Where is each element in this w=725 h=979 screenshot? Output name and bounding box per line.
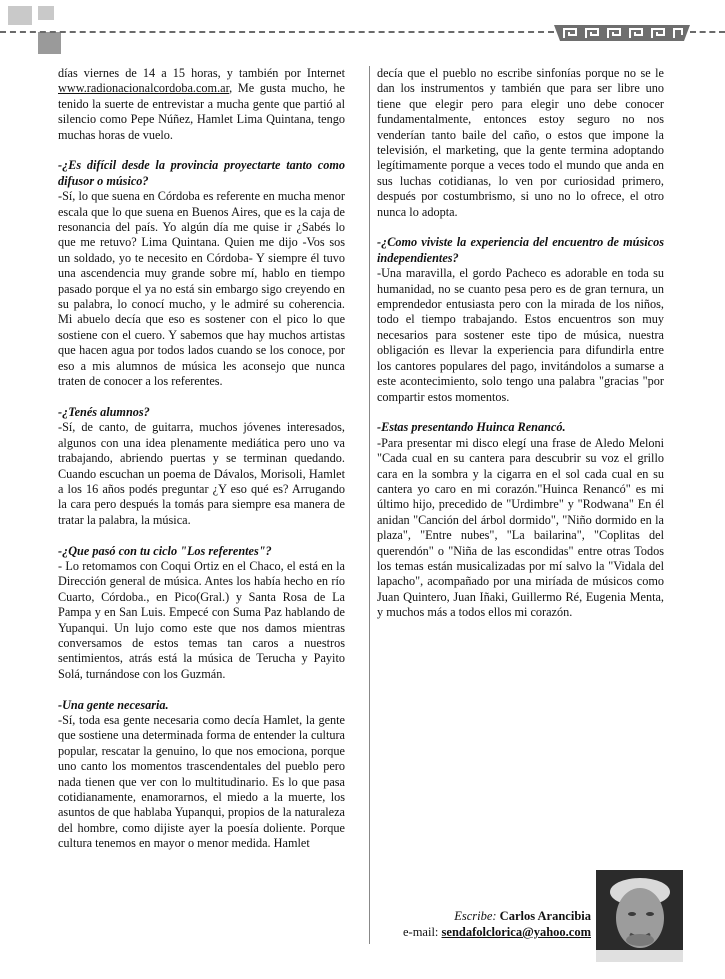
author-name: Carlos Arancibia bbox=[499, 909, 591, 923]
intro-text-start: días viernes de 14 a 15 horas, y también por Internet bbox=[58, 66, 345, 80]
answer-huinca-renanco: -Para presentar mi disco elegí una frase de Aledo Meloni "Cada cual en su cantera para descubrir su voz el grillo cara en la sombra y la cigarra en el sol cada cual en su cantera yo caro en mi corazón."Huinca Renancó" es mi último hijo, precedido de "Urdimbre" y "Rodwana" En él anidan "Canción del árbol dormido", "Niño dormido en la plaza", "Entre nubes", "La bailarina", "Coplitas del querendón" o "Niña de las escondidas" entre otras Todos los temas están musicalizadas por mí salvo la "Vidala del lapacho", acompañado por una miríada de músicos como Juan Quintero, Juan Iñaki, Guillermo Ré, Eugenia Menta, y muchos más a todos ellos mi corazón. bbox=[377, 435, 664, 620]
question-text: -Una gente necesaria. bbox=[58, 697, 169, 712]
author-byline bbox=[403, 908, 591, 940]
corner-square-top-left bbox=[8, 6, 32, 25]
answer-difficult-province: -Sí, lo que suena en Córdoba es referente en mucha menor escala que lo que suena en Buenos Aires, que es la caja de resonancia del país. Yo algún día me quise ir ¿Sabés lo que me retuvo? Lima Quintana. Quien me dijo -Vos sos un soldado, yo te necesito en Córdoba- Y siempre él tuvo una ascendencia muy grande sobre mí, hablo en tiempo pasado porque el ya no está sin embargo sigo creyendo en su palabra, lo conocí mucho, y le admiré su coherencia. Mi abuelo decía que eso es sostener con el pico lo que sostiene con el cuero. Y sabemos que hay muchos artistas que hacen agua por todos lados cuando se los conoce, por eso a mis alumnos de música les aconsejo que nunca traten de conocer a los referentes. bbox=[58, 189, 345, 389]
continuation-paragraph: decía que el pueblo no escribe sinfonías porque no se le dan los instrumentos y también que para ser libre uno tiene que elegir pero para elegir uno debe conocer fundamentalmente, entonces estoy seguro no nos venderían tanto baile del caño, o estos que impone la televisión, el marketing, que la gente termina adoptando legítimamente porque a veces todo el mundo que anda en sus luchas cotidianas, lo ven por curiosidad primero, después por costumbrismo, si uno no lo ofrece, el otro nunca lo adopta. bbox=[377, 66, 664, 219]
article-right-column bbox=[377, 66, 664, 621]
answer-encuentro-musicos: -Una maravilla, el gordo Pacheco es adorable en toda su humanidad, no se cuanto pesa pero es de gran ternura, un emprendedor entusiasta pero con la mirada de los niños, todo el tiempo trabajando. Estos encuentros son muy necesarios para sostener este tipo de música, nuestra obligación es llevar la experiencia para difundirla entre los cantores populares del pago, invitándolos a sumarse a este acontecimiento, solo tengo una palabra "gracias "por compartir estos momentos. bbox=[377, 266, 664, 404]
question-text: -¿Es difícil desde la provincia proyectarte tanto como difusor o músico? bbox=[58, 158, 345, 188]
question-text: -Estas presentando Huinca Renancó. bbox=[377, 420, 566, 435]
author-email-link[interactable]: sendafolclorica@yahoo.com bbox=[441, 925, 591, 939]
intro-text-end: , Me gusta mucho, he tenido la suerte de entrevistar a mucha gente que partió al silencio como Pepe Núñez, Hamlet Lima Quintana, tengo muchas horas de vuelo. bbox=[58, 81, 345, 142]
corner-square-top-right bbox=[38, 6, 54, 20]
article-left-column bbox=[58, 66, 345, 852]
answer-students: -Sí, de canto, de guitarra, muchos jóvenes interesados, algunos con una idea plenamente mediática pero uno va trabajando, abriendo puertas y se terminan quedando. Cuando escuchan un poema de Dávalos, Morisoli, Hamlet a los 16 años podés preguntar ¿Y eso qué es? Arrugando la cara pero después la tomás para siempre esa manera de tratar la palabra, la música. bbox=[58, 420, 345, 527]
radio-website-link[interactable]: www.radionacionalcordoba.com.ar bbox=[58, 81, 230, 96]
author-portrait-graphic bbox=[596, 870, 683, 962]
column-divider bbox=[369, 66, 370, 944]
answer-gente-necesaria: -Sí, toda esa gente necesaria como decía Hamlet, la gente que sostiene una determinada forma de entender la cultura popular, rescatar la genuino, lo que nos emociona, porque uno canto los momentos trascendentales del pueblo pero nada tienen que ver con lo multitudinario. Es lo que pasa cotidianamente, enamorarnos, el miedo a la muerte, los asuntos de que hablaba Yupanqui, propios de la naturaleza del hombre, como dijiste ayer la poesía doliente. Porque cultura tenemos en mayor o menor medida. Hamlet bbox=[58, 713, 345, 851]
intro-paragraph bbox=[58, 66, 345, 143]
email-line bbox=[403, 924, 591, 940]
email-label: e-mail: bbox=[403, 925, 439, 939]
author-photo bbox=[596, 870, 683, 962]
question-encuentro-musicos bbox=[377, 235, 664, 404]
header-dashed-line-right bbox=[690, 31, 725, 33]
question-text: -¿Tenés alumnos? bbox=[58, 404, 150, 419]
question-text: -¿Que pasó con tu ciclo "Los referentes"? bbox=[58, 543, 272, 558]
corner-square-bottom bbox=[38, 32, 61, 54]
question-huinca-renanco bbox=[377, 420, 664, 620]
answer-los-referentes: - Lo retomamos con Coqui Ortiz en el Chaco, el está en la Dirección general de música. Antes los había hecho en río Cuarto, Córdoba., en Pico(Gral.) y Santa Rosa de La Pampa y en San Luis. Empecé con Suma Paz hablando de Yupanqui. Un lujo como este que nos damos mientras conversamos de estos temas tan caros a nuestros sentimientos, atrás está la música de Terucha y Payito Solá, turnándose con los Guzmán. bbox=[58, 558, 345, 681]
question-difficult-province bbox=[58, 158, 345, 389]
greek-key-ornament bbox=[554, 24, 690, 42]
byline-label: Escribe: bbox=[454, 909, 497, 923]
question-los-referentes bbox=[58, 544, 345, 683]
author-line bbox=[403, 908, 591, 924]
question-text: -¿Como viviste la experiencia del encuentro de músicos independientes? bbox=[377, 235, 664, 265]
question-students bbox=[58, 405, 345, 528]
header-dashed-line-left bbox=[0, 31, 554, 33]
question-gente-necesaria bbox=[58, 698, 345, 852]
